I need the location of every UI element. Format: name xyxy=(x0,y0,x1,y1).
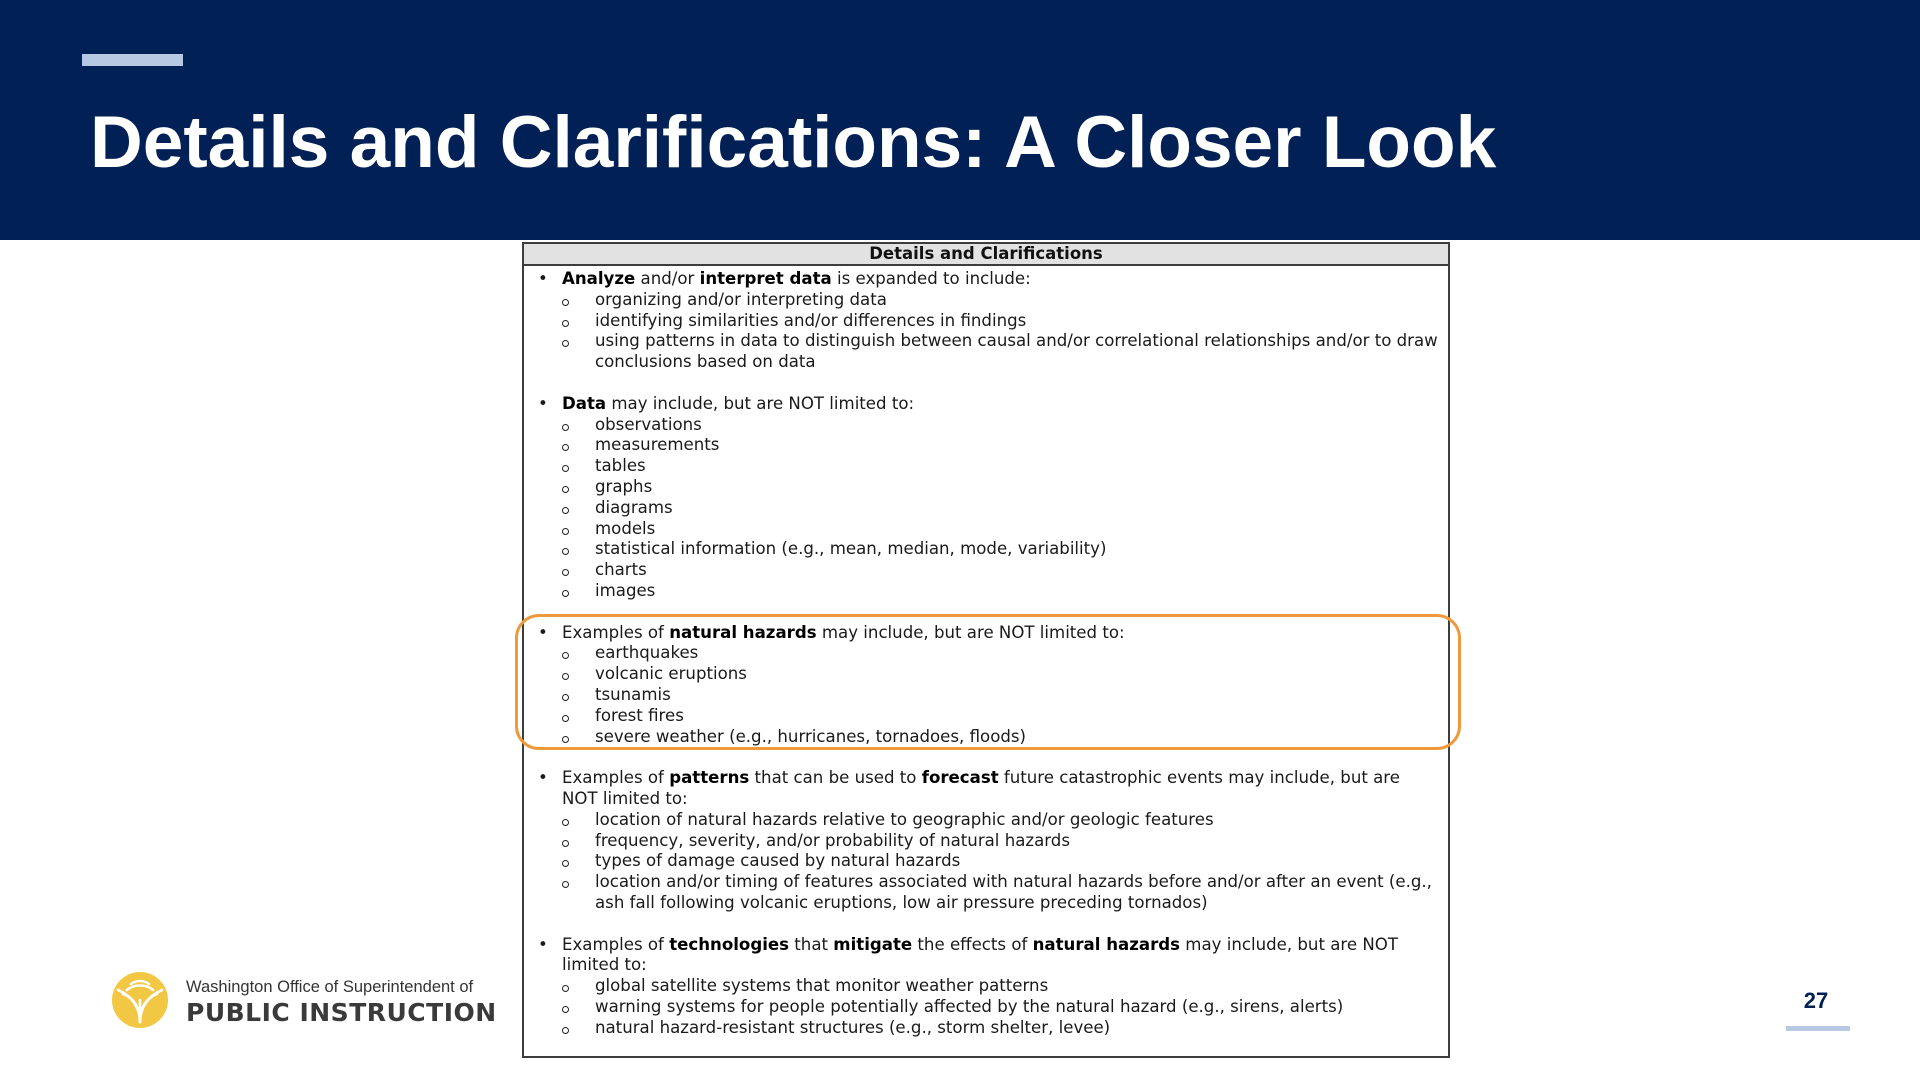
bullet-icon: • xyxy=(538,768,548,788)
list-item-text: global satellite systems that monitor weather patterns xyxy=(595,976,1049,996)
lead-text: and/or xyxy=(635,269,700,288)
bullet-icon: • xyxy=(538,934,548,954)
list-item-text: volcanic eruptions xyxy=(595,664,747,684)
hollow-circle-bullet-icon xyxy=(562,736,569,743)
list-item-text: warning systems for people potentially affected by the natural hazard (e.g., sirens, alerts) xyxy=(595,996,1344,1016)
list-item-text: images xyxy=(595,580,656,600)
bold-term: natural hazards xyxy=(669,622,817,642)
list-item xyxy=(538,727,1438,748)
hollow-circle-bullet-icon xyxy=(562,424,569,431)
document-heading: Details and Clarifications xyxy=(524,244,1448,266)
lead-text: that xyxy=(789,934,834,954)
list-item-text: frequency, severity, and/or probability of natural hazards xyxy=(595,830,1070,850)
list-item-text: location and/or timing of features associated with natural hazards before and/or after an event (e.g., ash fall following volcanic eruptions, low air pressure preceding tornados) xyxy=(595,872,1432,912)
list-item-text: types of damage caused by natural hazards xyxy=(595,851,961,871)
list-item-text: observations xyxy=(595,414,702,434)
lead-text: the effects of xyxy=(912,934,1033,954)
list-item xyxy=(538,435,1438,456)
hollow-circle-bullet-icon xyxy=(562,881,569,888)
list-item-text: forest fires xyxy=(595,705,684,725)
list-item-text: location of natural hazards relative to geographic and/or geologic features xyxy=(595,809,1214,829)
list-item-text: natural hazard-resistant structures (e.g., storm shelter, levee) xyxy=(595,1017,1111,1037)
list-item-text: severe weather (e.g., hurricanes, tornadoes, floods) xyxy=(595,726,1026,746)
list-item-text: organizing and/or interpreting data xyxy=(595,289,887,309)
page-number: 27 xyxy=(1803,988,1829,1013)
hollow-circle-bullet-icon xyxy=(562,340,569,347)
hollow-circle-bullet-icon xyxy=(562,507,569,514)
lead-text: may include, but are NOT limited to: xyxy=(562,934,1398,975)
list-item-text: models xyxy=(595,518,656,538)
hollow-circle-bullet-icon xyxy=(562,652,569,659)
sub-list xyxy=(538,810,1438,914)
bullet-icon: • xyxy=(538,622,548,642)
hollow-circle-bullet-icon xyxy=(562,590,569,597)
list-item xyxy=(538,498,1438,519)
hollow-circle-bullet-icon xyxy=(562,840,569,847)
slide-title: Details and Clarifications: A Closer Look xyxy=(90,102,1497,183)
list-item xyxy=(538,643,1438,664)
list-item xyxy=(538,685,1438,706)
bold-term: forecast xyxy=(921,768,999,788)
hollow-circle-bullet-icon xyxy=(562,694,569,701)
bold-term: interpret data xyxy=(699,269,832,288)
lead-text: may include, but are NOT limited to: xyxy=(816,622,1125,642)
document-section xyxy=(538,394,1438,602)
list-item xyxy=(538,311,1438,332)
hollow-circle-bullet-icon xyxy=(562,444,569,451)
list-item-text: tsunamis xyxy=(595,684,671,704)
list-item xyxy=(538,581,1438,602)
sub-list xyxy=(538,415,1438,602)
list-item xyxy=(538,519,1438,540)
hollow-circle-bullet-icon xyxy=(562,299,569,306)
page-number-underline xyxy=(1786,1026,1850,1031)
hollow-circle-bullet-icon xyxy=(562,819,569,826)
list-item xyxy=(538,872,1438,914)
section-lead xyxy=(538,269,1438,290)
hollow-circle-bullet-icon xyxy=(562,1027,569,1034)
hollow-circle-bullet-icon xyxy=(562,548,569,555)
org-name-line2: PUBLIC INSTRUCTION xyxy=(186,998,497,1027)
list-item xyxy=(538,415,1438,436)
hollow-circle-bullet-icon xyxy=(562,320,569,327)
list-item xyxy=(538,290,1438,311)
bold-term: Data xyxy=(562,393,607,413)
list-item xyxy=(538,456,1438,477)
section-lead xyxy=(538,623,1438,644)
bullet-icon: • xyxy=(538,269,548,288)
document-section xyxy=(538,935,1438,1039)
list-item xyxy=(538,560,1438,581)
document-sections xyxy=(524,266,1448,1038)
hollow-circle-bullet-icon xyxy=(562,465,569,472)
hollow-circle-bullet-icon xyxy=(562,715,569,722)
lead-text: Examples of xyxy=(562,768,670,788)
list-item-text: measurements xyxy=(595,435,720,455)
lead-text: is expanded to include: xyxy=(831,269,1031,288)
section-lead xyxy=(538,394,1438,415)
list-item xyxy=(538,976,1438,997)
list-item-text: charts xyxy=(595,560,647,580)
hollow-circle-bullet-icon xyxy=(562,528,569,535)
list-item xyxy=(538,810,1438,831)
title-accent-bar xyxy=(82,54,183,66)
lead-text: Examples of xyxy=(562,934,670,954)
bold-term: technologies xyxy=(669,934,790,954)
lead-text: future catastrophic events may include, but are NOT limited to: xyxy=(562,768,1400,808)
sub-list xyxy=(538,976,1438,1038)
list-item xyxy=(538,477,1438,498)
list-item xyxy=(538,706,1438,727)
sub-list xyxy=(538,643,1438,747)
org-name-line1: Washington Office of Superintendent of xyxy=(186,978,474,996)
lead-text: may include, but are NOT limited to: xyxy=(606,393,915,413)
list-item-text: identifying similarities and/or differences in findings xyxy=(595,310,1027,330)
list-item-text: graphs xyxy=(595,476,653,496)
list-item-text: tables xyxy=(595,456,646,476)
list-item xyxy=(538,851,1438,872)
hollow-circle-bullet-icon xyxy=(562,673,569,680)
list-item-text: diagrams xyxy=(595,497,673,517)
list-item-text: earthquakes xyxy=(595,643,699,663)
ospi-logo-icon xyxy=(110,970,170,1030)
bullet-icon: • xyxy=(538,393,548,413)
list-item xyxy=(538,997,1438,1018)
bold-term: natural hazards xyxy=(1032,934,1181,954)
bold-term: mitigate xyxy=(833,934,913,954)
lead-text: Examples of xyxy=(562,622,670,642)
list-item xyxy=(538,331,1438,373)
hollow-circle-bullet-icon xyxy=(562,860,569,867)
hollow-circle-bullet-icon xyxy=(562,486,569,493)
details-document xyxy=(522,242,1450,1058)
list-item xyxy=(538,831,1438,852)
document-section xyxy=(538,623,1438,748)
list-item-text: statistical information (e.g., mean, median, mode, variability) xyxy=(595,539,1107,559)
hollow-circle-bullet-icon xyxy=(562,569,569,576)
bold-term: patterns xyxy=(669,768,750,788)
section-lead xyxy=(538,935,1438,977)
document-section xyxy=(538,269,1438,373)
list-item xyxy=(538,664,1438,685)
document-section xyxy=(538,768,1438,914)
list-item xyxy=(538,1018,1438,1039)
list-item xyxy=(538,539,1438,560)
lead-text: that can be used to xyxy=(749,768,922,788)
section-lead xyxy=(538,768,1438,810)
hollow-circle-bullet-icon xyxy=(562,1006,569,1013)
list-item-text: using patterns in data to distinguish between causal and/or correlational relationships and/or to draw conclusions based on data xyxy=(595,331,1438,372)
hollow-circle-bullet-icon xyxy=(562,985,569,992)
sub-list xyxy=(538,290,1438,373)
bold-term: Analyze xyxy=(562,269,636,288)
